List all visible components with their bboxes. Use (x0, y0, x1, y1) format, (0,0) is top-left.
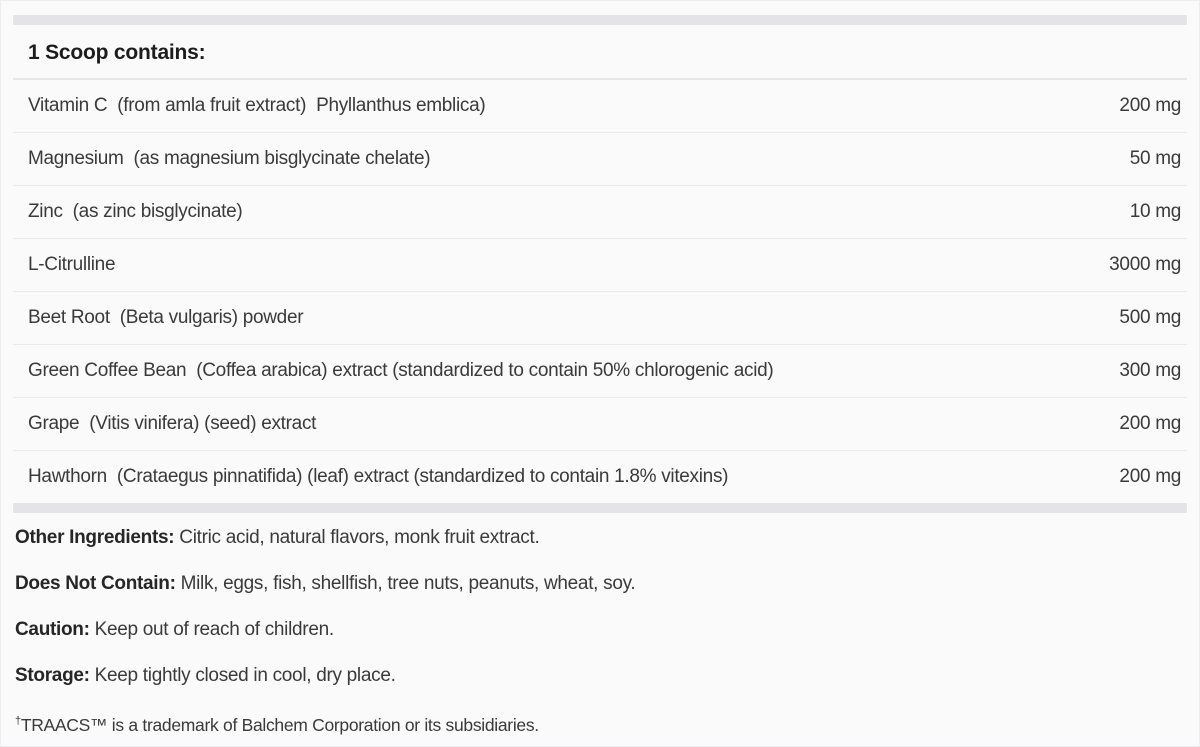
note-text: Keep out of reach of children. (89, 619, 334, 640)
ingredient-amount: 50 mg (1129, 148, 1181, 169)
table-row (13, 133, 1187, 186)
ingredient-amount: 200 mg (1119, 413, 1181, 434)
ingredient-name: Beet Root (Beta vulgaris) powder (28, 307, 304, 328)
ingredient-amount: 300 mg (1119, 360, 1181, 381)
table-row (13, 186, 1187, 239)
footnote-trademark-name: TRAACS (20, 714, 91, 735)
ingredient-name: L-Citrulline (28, 254, 116, 275)
table-row (13, 345, 1187, 398)
note-paragraph (15, 525, 1185, 551)
ingredient-name: Zinc (as zinc bisglycinate) (28, 201, 243, 222)
ingredient-name: Vitamin C (from amla fruit extract) Phyllanthus emblica) (28, 95, 486, 116)
note-paragraph (15, 571, 1185, 597)
note-label: Does Not Contain: (15, 573, 176, 594)
notes-list (15, 525, 1185, 689)
ingredient-name: Green Coffee Bean (Coffea arabica) extract (standardized to contain 50% chlorogenic acid) (28, 360, 774, 381)
ingredients-table-body (13, 80, 1187, 503)
ingredient-name: Grape (Vitis vinifera) (seed) extract (28, 413, 317, 434)
top-divider-band (13, 15, 1187, 25)
trademark-symbol: ™ (90, 714, 108, 735)
note-label: Other Ingredients: (15, 527, 175, 548)
bottom-divider-band (13, 503, 1187, 513)
table-row (13, 398, 1187, 451)
notes-section (1, 513, 1199, 737)
table-row (13, 80, 1187, 133)
note-text: Citric acid, natural flavors, monk fruit extract. (174, 527, 540, 548)
table-row (13, 292, 1187, 345)
footnote-text: is a trademark of Balchem Corporation or its subsidiaries. (107, 714, 539, 735)
ingredient-amount: 500 mg (1119, 307, 1181, 328)
footnote (15, 709, 1185, 737)
note-paragraph (15, 617, 1185, 643)
note-paragraph (15, 663, 1185, 689)
ingredient-name: Hawthorn (Crataegus pinnatifida) (leaf) extract (standardized to contain 1.8% vitexins) (28, 466, 729, 487)
note-label: Caution: (15, 619, 90, 640)
table-header: 1 Scoop contains: (13, 25, 1187, 80)
note-text: Keep tightly closed in cool, dry place. (89, 665, 396, 686)
ingredient-name: Magnesium (as magnesium bisglycinate chelate) (28, 148, 431, 169)
ingredient-amount: 200 mg (1119, 466, 1181, 487)
note-text: Milk, eggs, fish, shellfish, tree nuts, peanuts, wheat, soy. (175, 573, 636, 594)
ingredient-amount: 3000 mg (1109, 254, 1181, 275)
table-row (13, 451, 1187, 503)
ingredient-amount: 10 mg (1129, 201, 1181, 222)
note-label: Storage: (15, 665, 90, 686)
ingredient-amount: 200 mg (1119, 95, 1181, 116)
table-row (13, 239, 1187, 292)
dagger-mark: † (15, 715, 21, 727)
ingredients-table (13, 25, 1187, 503)
